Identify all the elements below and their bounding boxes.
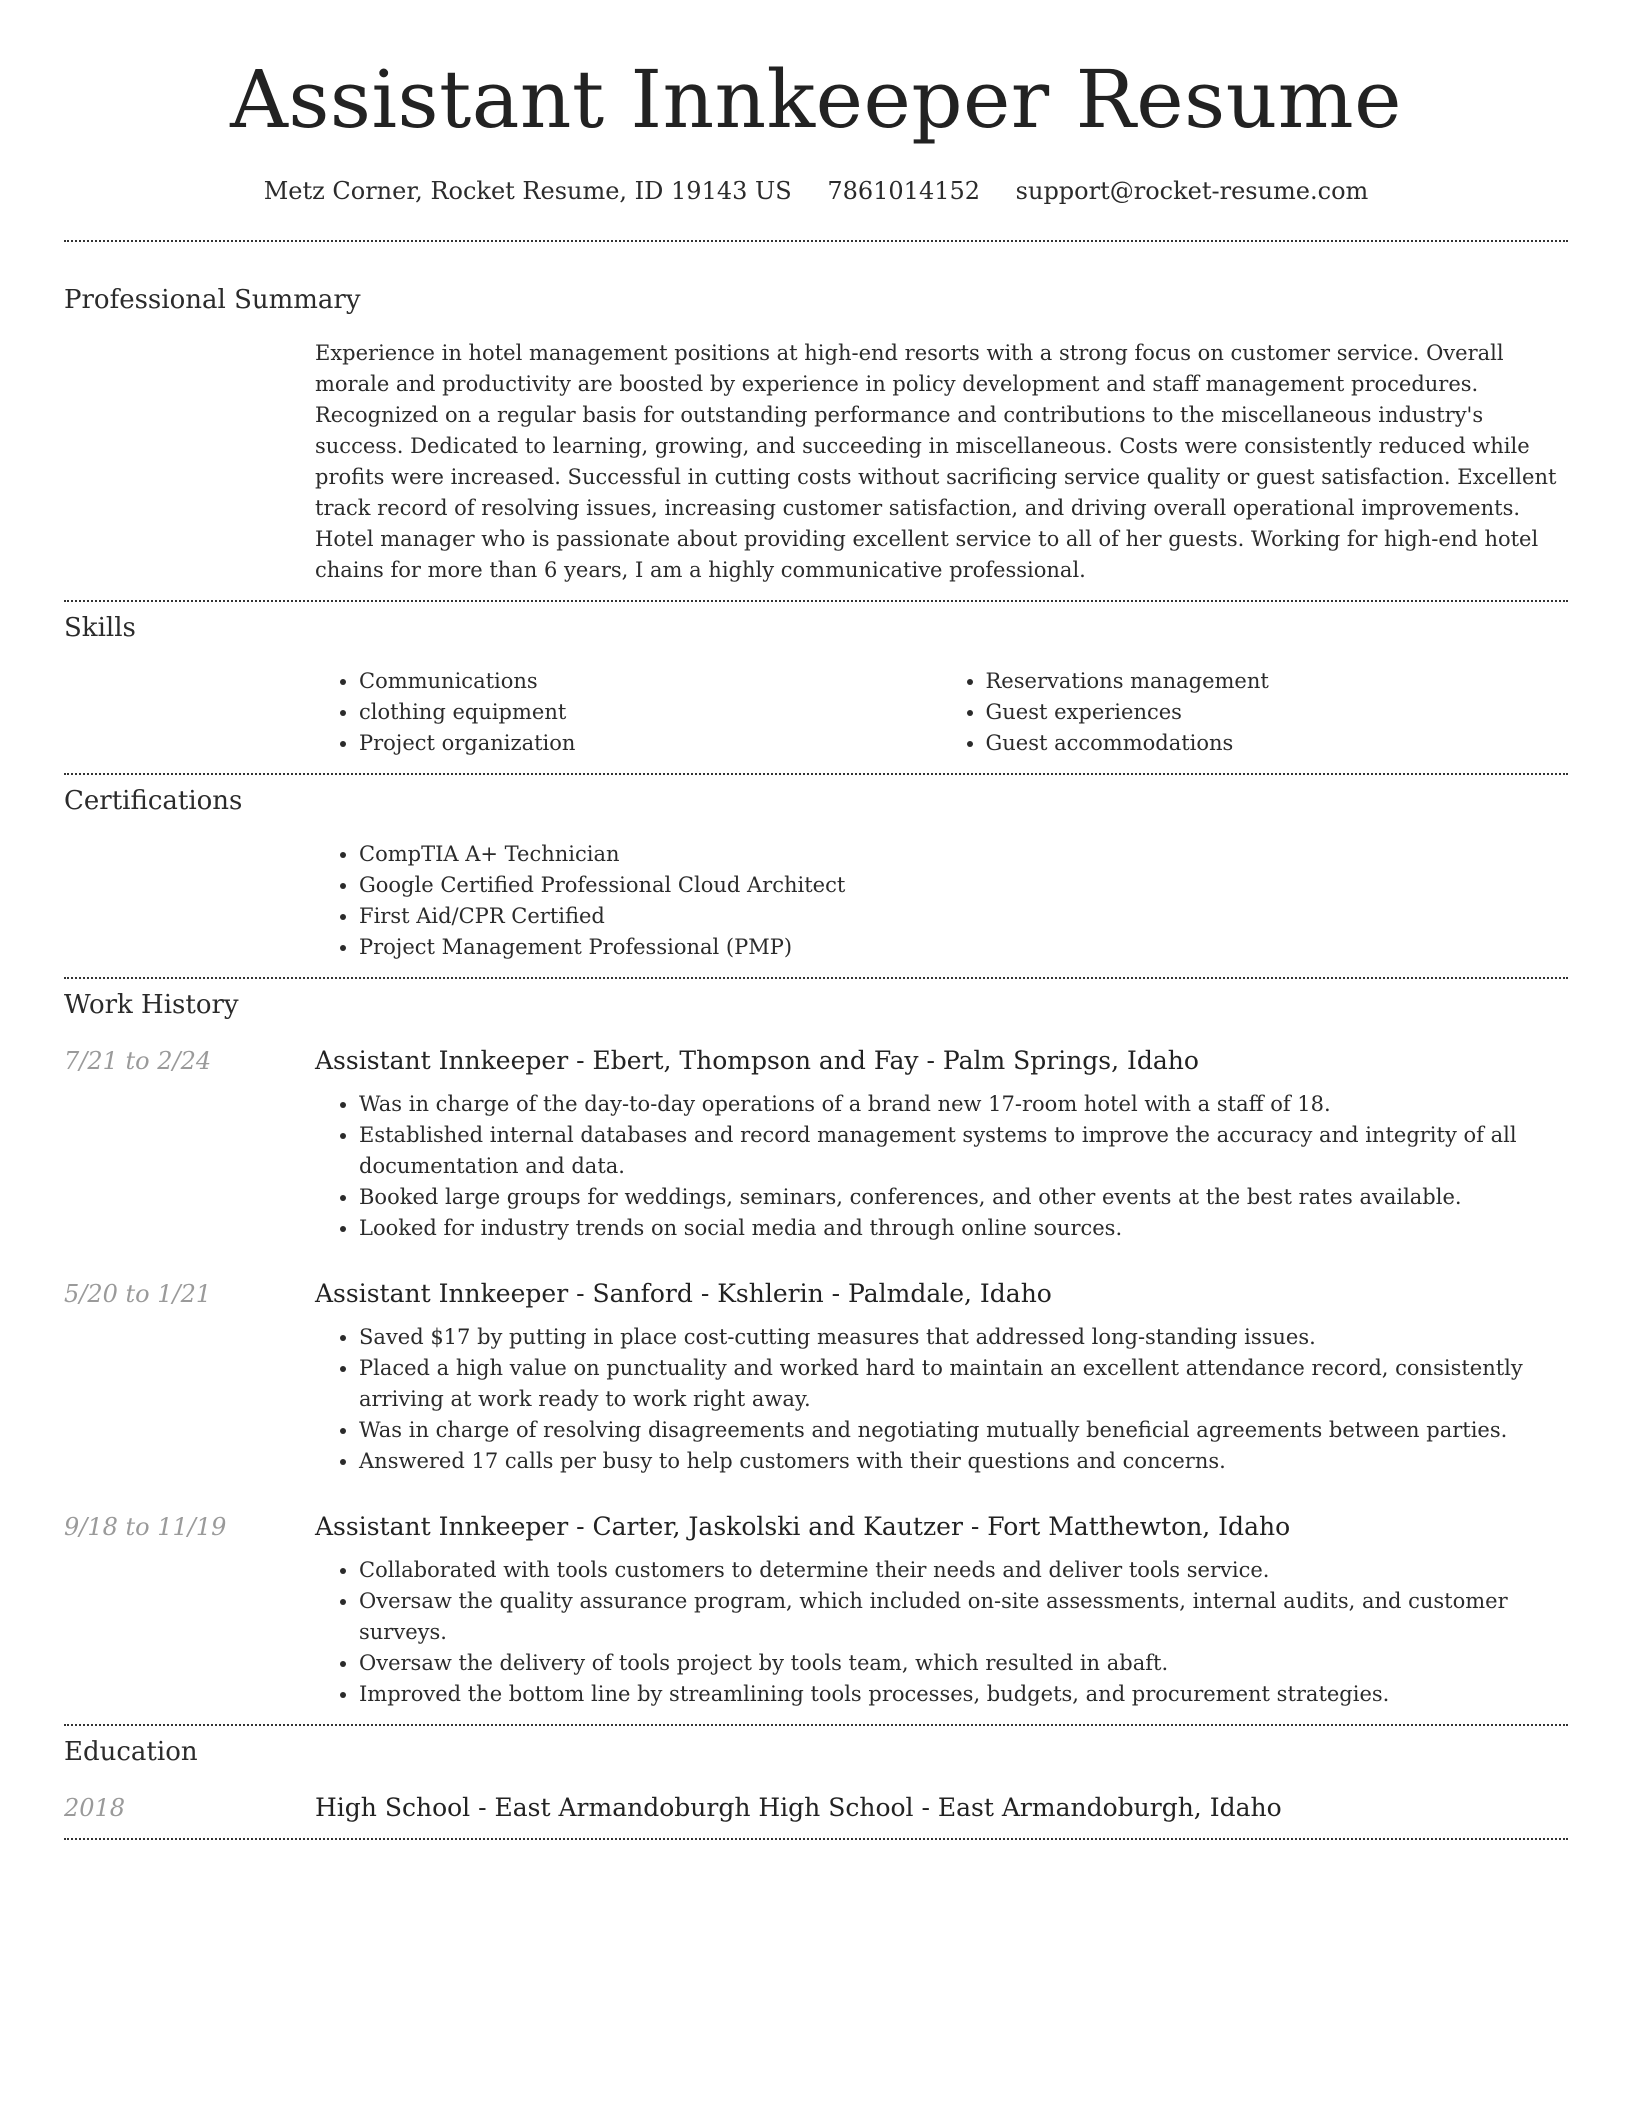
list-item: • Communications (359, 666, 942, 697)
skills-list-left (315, 666, 942, 759)
list-item: • CompTIA A+ Technician (359, 839, 1568, 870)
section-title-certifications: Certifications (64, 786, 243, 816)
job-dates: 7/21 to 2/24 (64, 1047, 212, 1075)
job-entry (64, 1278, 1568, 1477)
certifications-list (315, 839, 1568, 963)
job-bullets (315, 1322, 1568, 1477)
summary-text: Experience in hotel management positions at high-end resorts with a strong focus on customer service. Overall morale and productivity are boosted by experience in policy development and staff management procedures. Recognized on a regular basis for outstanding performance and contributions to the miscellaneous industry's success. Dedicated to learning, growing, and succeeding in miscellaneous. Costs were consistently reduced while profits were increased. Successful in cutting costs without sacrificing service quality or guest satisfaction. Excellent track record of resolving issues, increasing customer satisfaction, and driving overall operational improvements. Hotel manager who is passionate about providing excellent service to all of her guests. Working for high-end hotel chains for more than 6 years, I am a highly communicative professional. (315, 341, 1557, 582)
job-title: Assistant Innkeeper - Carter, Jaskolski and Kautzer - Fort Matthewton, Idaho (315, 1512, 1291, 1541)
list-item: • Project Management Professional (PMP) (359, 932, 1568, 963)
list-item: • Was in charge of the day-to-day operations of a brand new 17-room hotel with a staff of 18. (359, 1089, 1568, 1120)
education-year: 2018 (64, 1794, 126, 1822)
job-entry (64, 1045, 1568, 1244)
resume-title: Assistant Innkeeper Resume (230, 53, 1402, 146)
section-title-work: Work History (64, 990, 239, 1020)
list-item: • Project organization (359, 728, 942, 759)
list-item: • clothing equipment (359, 697, 942, 728)
section-certifications (64, 775, 1568, 977)
divider (64, 1838, 1568, 1840)
section-work-history (64, 979, 1568, 1724)
contact-line (64, 176, 1568, 206)
job-entry (64, 1511, 1568, 1710)
list-item: • Was in charge of resolving disagreements and negotiating mutually beneficial agreements between parties. (359, 1415, 1568, 1446)
list-item: • Answered 17 calls per busy to help customers with their questions and concerns. (359, 1446, 1568, 1477)
list-item: • Improved the bottom line by streamlining tools processes, budgets, and procurement strategies. (359, 1679, 1568, 1710)
list-item: • Reservations management (986, 666, 1569, 697)
list-item: • Guest accommodations (986, 728, 1569, 759)
list-item: • Google Certified Professional Cloud Architect (359, 870, 1568, 901)
section-skills (64, 602, 1568, 773)
contact-email: support@rocket-resume.com (1015, 177, 1369, 205)
section-summary (64, 242, 1568, 600)
list-item: • Collaborated with tools customers to determine their needs and deliver tools service. (359, 1555, 1568, 1586)
job-bullets (315, 1555, 1568, 1710)
list-item: • First Aid/CPR Certified (359, 901, 1568, 932)
section-title-summary: Professional Summary (64, 285, 361, 315)
section-title-skills: Skills (64, 613, 136, 643)
contact-phone: 7861014152 (827, 177, 981, 205)
job-dates: 9/18 to 11/19 (64, 1513, 227, 1541)
list-item: • Oversaw the quality assurance program, which included on-site assessments, internal audits, and customer surveys. (359, 1586, 1568, 1648)
contact-address: Metz Corner, Rocket Resume, ID 19143 US (263, 177, 792, 205)
section-education (64, 1726, 1568, 1838)
education-entry: High School - East Armandoburgh High School - East Armandoburgh, Idaho (315, 1793, 1282, 1822)
list-item: • Placed a high value on punctuality and worked hard to maintain an excellent attendance record, consistently arriving at work ready to work right away. (359, 1353, 1568, 1415)
job-dates: 5/20 to 1/21 (64, 1280, 212, 1308)
job-bullets (315, 1089, 1568, 1244)
list-item: • Booked large groups for weddings, seminars, conferences, and other events at the best rates available. (359, 1182, 1568, 1213)
job-title: Assistant Innkeeper - Sanford - Kshlerin - Palmdale, Idaho (315, 1279, 1052, 1308)
list-item: • Looked for industry trends on social media and through online sources. (359, 1213, 1568, 1244)
list-item: • Established internal databases and record management systems to improve the accuracy and integrity of all documentation and data. (359, 1120, 1568, 1182)
job-title: Assistant Innkeeper - Ebert, Thompson and Fay - Palm Springs, Idaho (315, 1046, 1199, 1075)
list-item: • Saved $17 by putting in place cost-cutting measures that addressed long-standing issues. (359, 1322, 1568, 1353)
list-item: • Guest experiences (986, 697, 1569, 728)
list-item: • Oversaw the delivery of tools project by tools team, which resulted in abaft. (359, 1648, 1568, 1679)
section-title-education: Education (64, 1737, 198, 1767)
skills-list-right (942, 666, 1569, 759)
